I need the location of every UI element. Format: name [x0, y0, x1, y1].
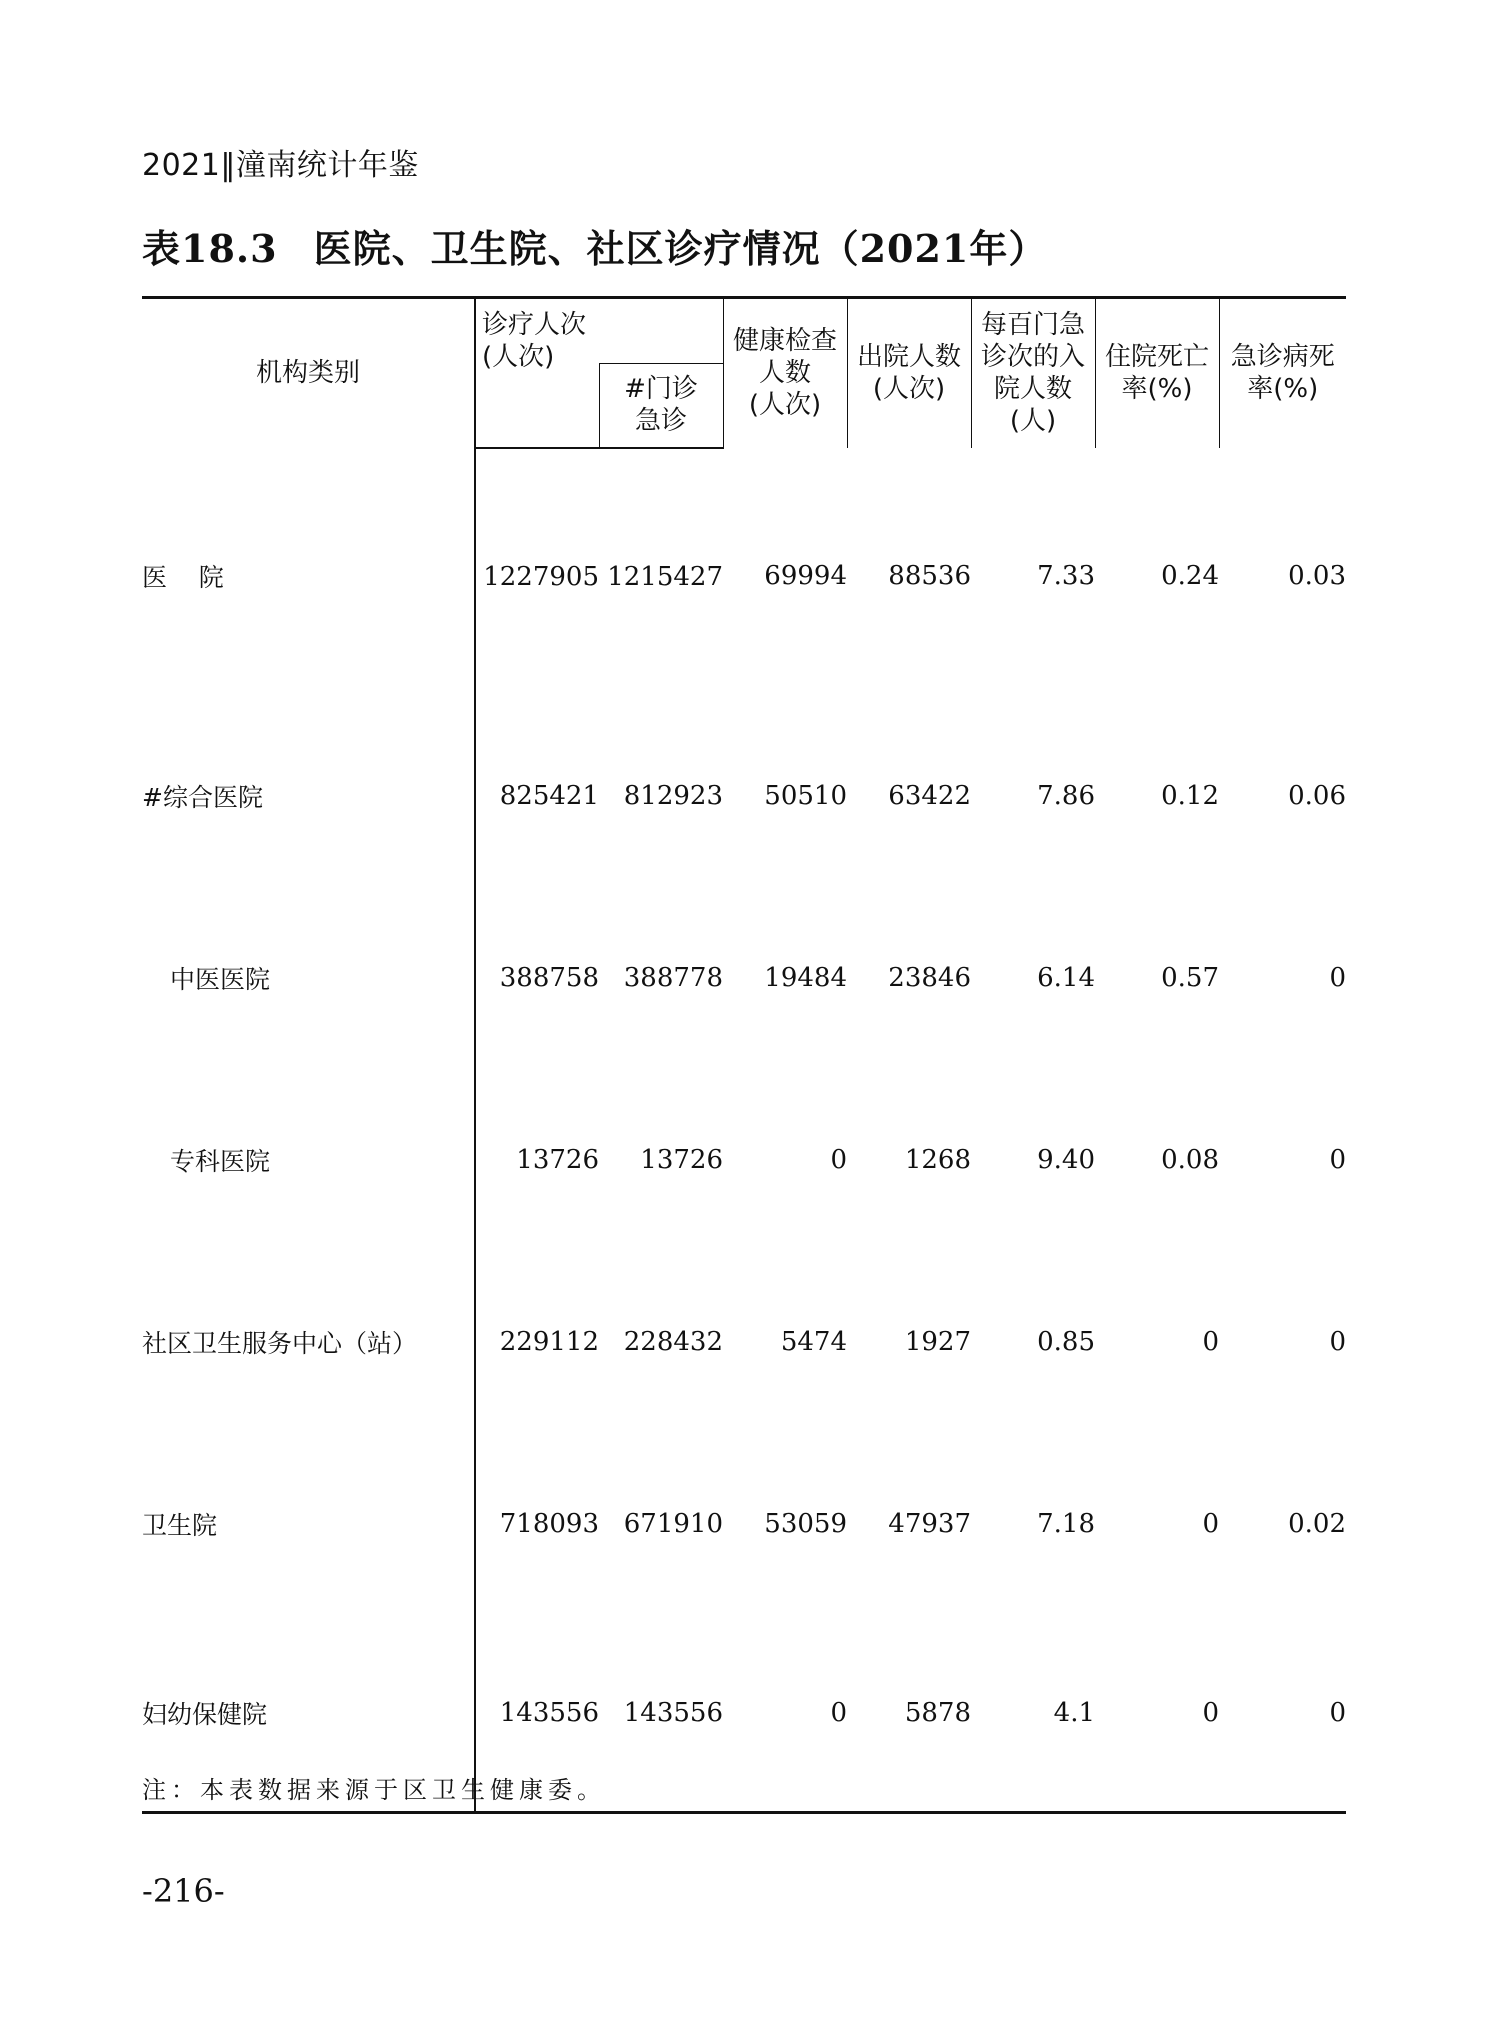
cell-discharges: 23846: [888, 962, 972, 993]
row-category: 医 院: [142, 448, 475, 705]
cell-discharges: 63422: [888, 780, 972, 811]
cell-emergency-mortality: 0: [1219, 1615, 1346, 1813]
row-category: 专科医院: [142, 1069, 475, 1251]
table-row: [142, 448, 1346, 705]
cell-admissions-per-100: 7.86: [1037, 780, 1096, 811]
cell-visits: 718093: [499, 1508, 599, 1539]
cell-outpatient-emergency: 143556: [599, 1615, 723, 1813]
table-body: [142, 448, 1346, 1813]
cell-discharges: 1268: [904, 1144, 972, 1175]
cell-inpatient-mortality: 0: [1202, 1508, 1220, 1539]
cell-health-checkups: 69994: [764, 561, 848, 591]
header-outpatient-emergency: #门诊 急诊: [599, 364, 723, 448]
cell-emergency-mortality: 0: [1329, 1326, 1347, 1357]
cell-discharges: 88536: [888, 561, 972, 591]
cell-admissions-per-100: 7.33: [1037, 561, 1096, 591]
cell-health-checkups: 50510: [764, 780, 848, 811]
header-emergency-mortality: 急诊病死 率(%): [1219, 298, 1346, 448]
cell-discharges: 47937: [888, 1508, 972, 1539]
row-category: 妇幼保健院: [142, 1615, 475, 1813]
cell-visits: 1227905: [483, 561, 599, 592]
header-admissions-per-100: 每百门急 诊次的入 院人数 (人): [971, 298, 1095, 448]
table-number: 表18.3: [142, 226, 278, 271]
cell-inpatient-mortality: 0.08: [1161, 1144, 1220, 1175]
table-title-text: 医院、卫生院、社区诊疗情况（2021年）: [313, 226, 1048, 271]
row-category: 社区卫生服务中心（站）: [142, 1251, 475, 1433]
cell-health-checkups: 5474: [780, 1326, 848, 1357]
cell-inpatient-mortality: 0: [1095, 1615, 1219, 1813]
cell-admissions-per-100: 9.40: [1037, 1144, 1096, 1175]
table-row: [142, 1069, 1346, 1251]
cell-outpatient-emergency: 671910: [623, 1508, 724, 1539]
cell-outpatient-emergency: 388778: [623, 962, 724, 993]
header-category: 机构类别: [142, 298, 475, 448]
row-category: 中医医院: [142, 887, 475, 1069]
cell-visits: 825421: [499, 780, 599, 811]
cell-visits: 143556: [475, 1615, 599, 1813]
cell-health-checkups: 19484: [764, 962, 848, 993]
header-visits-spacer: [475, 364, 599, 448]
statistics-table: [142, 296, 1346, 1814]
table-row: [142, 705, 1346, 887]
row-category: 卫生院: [142, 1433, 475, 1615]
page-number: -216-: [142, 1872, 225, 1910]
cell-admissions-per-100: 0.85: [1037, 1326, 1096, 1357]
cell-discharges: 1927: [904, 1326, 972, 1357]
cell-discharges: 5878: [847, 1615, 971, 1813]
header-inpatient-mortality: 住院死亡 率(%): [1095, 298, 1219, 448]
cell-inpatient-mortality: 0: [1202, 1326, 1220, 1357]
cell-visits: 388758: [499, 962, 599, 993]
header-health-checkups: 健康检查 人数 (人次): [723, 298, 847, 448]
cell-outpatient-emergency: 13726: [640, 1144, 724, 1175]
cell-visits: 229112: [499, 1326, 599, 1357]
cell-admissions-per-100: 7.18: [1037, 1508, 1096, 1539]
cell-admissions-per-100: 6.14: [1037, 962, 1096, 993]
cell-emergency-mortality: 0: [1329, 1144, 1347, 1175]
cell-inpatient-mortality: 0.57: [1161, 962, 1220, 993]
header-discharges: 出院人数 (人次): [847, 298, 971, 448]
cell-emergency-mortality: 0.06: [1288, 780, 1347, 811]
cell-emergency-mortality: 0: [1329, 962, 1347, 993]
cell-inpatient-mortality: 0.24: [1161, 561, 1220, 591]
table-row: [142, 1251, 1346, 1433]
cell-emergency-mortality: 0.03: [1288, 561, 1347, 591]
header-visits: 诊疗人次 (人次): [475, 298, 723, 364]
table-row: [142, 887, 1346, 1069]
cell-visits: 13726: [516, 1144, 599, 1175]
cell-outpatient-emergency: 228432: [623, 1326, 724, 1357]
running-head: 2021‖潼南统计年鉴: [142, 148, 419, 183]
cell-inpatient-mortality: 0.12: [1161, 780, 1220, 811]
table-note: 注：本表数据来源于区卫生健康委。: [142, 1776, 606, 1804]
cell-outpatient-emergency: 812923: [623, 780, 724, 811]
cell-health-checkups: 53059: [764, 1508, 848, 1539]
cell-emergency-mortality: 0.02: [1288, 1508, 1347, 1539]
table-title: [142, 218, 1047, 273]
row-category: #综合医院: [142, 705, 475, 887]
cell-admissions-per-100: 4.1: [971, 1615, 1095, 1813]
table-row: [142, 1433, 1346, 1615]
cell-outpatient-emergency: 1215427: [607, 561, 724, 592]
cell-health-checkups: 0: [723, 1615, 847, 1813]
cell-health-checkups: 0: [830, 1144, 848, 1175]
